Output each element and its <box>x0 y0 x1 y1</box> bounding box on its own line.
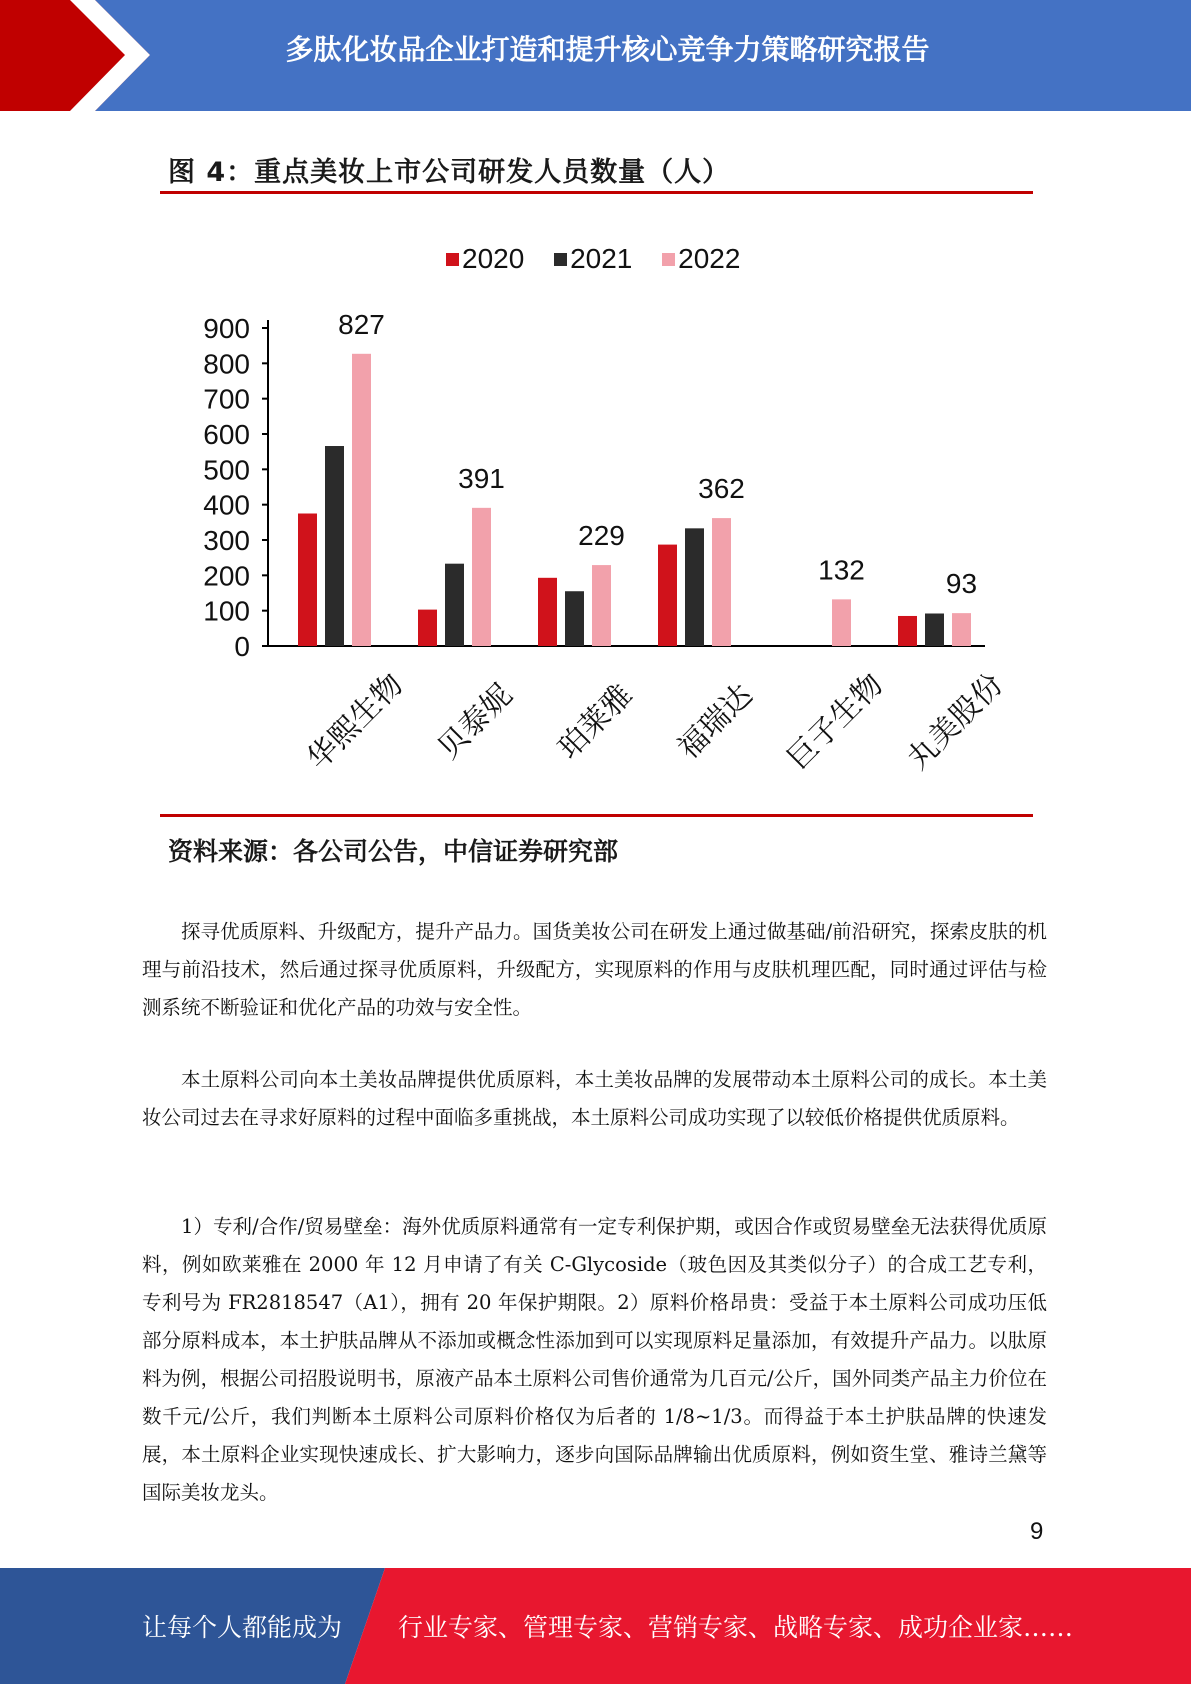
data-label-1: 391 <box>458 462 505 494</box>
y-tick-label: 100 <box>203 595 250 627</box>
bar-2022-2 <box>592 565 611 646</box>
data-label-4: 132 <box>818 554 865 586</box>
chart-legend <box>446 243 762 275</box>
y-tick-label: 400 <box>203 489 250 521</box>
bar-2021-5 <box>925 613 944 646</box>
category-label-4: 巨子生物 <box>780 667 891 777</box>
footer-slogan-left: 让每个人都能成为 <box>142 1613 343 1642</box>
bar-2021-1 <box>445 564 464 646</box>
y-tick-label: 700 <box>203 383 250 415</box>
y-tick-label: 500 <box>203 454 250 486</box>
bar-2020-1 <box>418 610 437 646</box>
header-title: 多肽化妆品企业打造和提升核心竞争力策略研究报告 <box>285 33 930 66</box>
category-label-3: 福瑞达 <box>671 677 760 767</box>
paragraph-3: 1）专利/合作/贸易壁垒：海外优质原料通常有一定专利保护期，或因合作或贸易壁垒无法获得优质原料，例如欧莱雅在 2000 年 12 月申请了有关 C-Glycoside（玻色因及其类似分子）的合成工艺专利，专利号为 FR2818547（A1），拥有 20 年保护期限。2）原料价格昂贵：受益于本土原料公司成功压低部分原料成本，本土护肤品牌从不添加或概念性添加到可以实现原料足量添加，有效提升产品力。以肽原料为例，根据公司招股说明书，原液产品本土原料公司售价通常为几百元/公斤，国外同类产品主力价位在数千元/公斤，我们判断本土原料公司原料价格仅为后者的 1/8~1/3。而得益于本土护肤品牌的快速发展，本土原料企业实现快速成长、扩大影响力，逐步向国际品牌输出优质原料，例如资生堂、雅诗兰黛等国际美妆龙头。 <box>142 1215 1047 1504</box>
data-label-2: 229 <box>578 520 625 552</box>
bar-2022-3 <box>712 518 731 646</box>
legend-label-2022: 2022 <box>678 243 741 274</box>
bar-2021-2 <box>565 591 584 646</box>
figure-bottom-rule <box>160 814 1033 817</box>
legend-item-2022 <box>662 243 740 275</box>
page-number: 9 <box>1030 1518 1044 1545</box>
rd-staff-bar-chart <box>150 290 1010 790</box>
data-label-5: 93 <box>945 568 978 600</box>
bar-2021-3 <box>685 528 704 646</box>
bar-2022-1 <box>472 508 491 646</box>
y-tick-label: 900 <box>203 313 250 344</box>
page-footer <box>0 1568 1191 1684</box>
page-header <box>0 0 1191 111</box>
legend-swatch-2021 <box>554 253 567 266</box>
bar-2022-0 <box>352 354 371 646</box>
data-label-0: 827 <box>338 308 385 340</box>
data-label-3: 362 <box>698 473 745 505</box>
legend-swatch-2022 <box>662 253 675 266</box>
bar-2020-3 <box>658 545 677 646</box>
legend-item-2021 <box>554 243 632 275</box>
y-tick-label: 300 <box>203 525 250 556</box>
y-tick-label: 0 <box>234 631 250 662</box>
y-tick-label: 200 <box>203 560 250 592</box>
bar-2022-4 <box>832 599 851 646</box>
bar-2020-5 <box>898 616 917 646</box>
category-label-0: 华熙生物 <box>300 667 411 777</box>
legend-swatch-2020 <box>446 253 459 266</box>
legend-item-2020 <box>446 243 524 275</box>
figure-source: 资料来源：各公司公告，中信证券研究部 <box>168 837 619 866</box>
y-tick-label: 800 <box>203 348 250 380</box>
figure-top-rule <box>160 191 1033 194</box>
legend-label-2020: 2020 <box>462 243 525 274</box>
bar-2021-0 <box>325 446 344 646</box>
legend-label-2021: 2021 <box>570 243 633 274</box>
paragraph-2: 本土原料公司向本土美妆品牌提供优质原料，本土美妆品牌的发展带动本土原料公司的成长。本土美妆公司过去在寻求好原料的过程中面临多重挑战，本土原料公司成功实现了以较低价格提供优质原料。 <box>142 1068 1047 1129</box>
bar-2020-0 <box>298 514 317 647</box>
category-label-1: 贝泰妮 <box>431 677 520 767</box>
figure-title: 图 4：重点美妆上市公司研发人员数量（人） <box>168 157 731 188</box>
category-label-2: 珀莱雅 <box>551 677 640 767</box>
paragraph-1: 探寻优质原料、升级配方，提升产品力。国货美妆公司在研发上通过做基础/前沿研究，探索皮肤的机理与前沿技术，然后通过探寻优质原料，升级配方，实现原料的作用与皮肤机理匹配，同时通过评估与检测系统不断验证和优化产品的功效与安全性。 <box>142 920 1047 1019</box>
category-label-5: 丸美股份 <box>900 667 1010 777</box>
bar-2020-2 <box>538 578 557 646</box>
footer-slogan-right: 行业专家、管理专家、营销专家、战略专家、成功企业家…… <box>398 1613 1074 1642</box>
y-tick-label: 600 <box>203 419 250 450</box>
bar-2022-5 <box>952 613 971 646</box>
